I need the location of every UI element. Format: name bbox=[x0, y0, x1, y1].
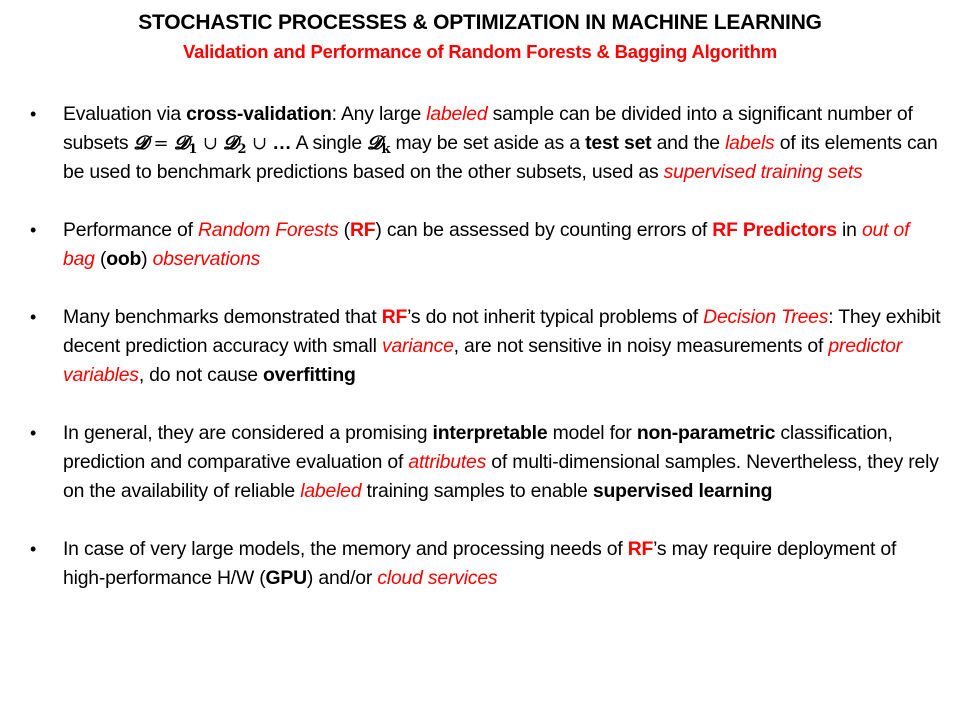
text-run: Many benchmarks demonstrated that bbox=[63, 306, 382, 328]
math-subscript: 2 bbox=[237, 142, 247, 157]
text-run: labels bbox=[725, 132, 775, 154]
bullet-item bbox=[30, 100, 942, 187]
text-run: , do not cause bbox=[138, 364, 264, 386]
text-run: of multi-dimensional samples. Nevertheless, they rely on the availability of reliable bbox=[63, 451, 939, 502]
slide-subtitle: Validation and Performance of Random Forests & Bagging Algorithm bbox=[183, 41, 777, 62]
text-run: ) and/or bbox=[306, 567, 378, 589]
text-run: ( bbox=[338, 219, 350, 241]
text-run: GPU bbox=[265, 567, 307, 589]
text-run: : Any large bbox=[331, 103, 427, 125]
text-run: In general, they are considered a promising bbox=[63, 422, 433, 444]
bullet-dot: • bbox=[30, 307, 37, 327]
text-run: model for bbox=[547, 422, 637, 444]
text-run: attributes bbox=[408, 451, 487, 473]
bullet-dot: • bbox=[30, 539, 37, 559]
text-run: A single bbox=[291, 132, 368, 154]
math-subscript: k bbox=[381, 142, 391, 157]
text-run: observations bbox=[152, 248, 261, 270]
text-run: ∪ bbox=[197, 133, 224, 154]
text-run: may be set aside as a bbox=[390, 132, 586, 154]
text-run: training samples to enable bbox=[361, 480, 593, 502]
text-run: oob bbox=[106, 248, 142, 270]
text-run: , are not sensitive in noisy measurements of bbox=[453, 335, 829, 357]
text-run: cross-validation bbox=[186, 103, 332, 125]
text-run: Decision Trees bbox=[703, 306, 829, 328]
text-run: non-parametric bbox=[636, 422, 776, 444]
text-run: ( bbox=[94, 248, 107, 270]
text-run: test set bbox=[585, 132, 652, 154]
math-symbol: 𝓓$_1$ bbox=[173, 132, 198, 157]
text-run: ’s may require deployment of high-performance H/W ( bbox=[63, 538, 897, 589]
bullet-item bbox=[30, 216, 942, 274]
text-run: predictor variables bbox=[63, 335, 903, 386]
math-subscript: 1 bbox=[188, 142, 198, 157]
text-run: ’s do not inherit typical problems of bbox=[407, 306, 704, 328]
text-run: supervised training sets bbox=[663, 161, 863, 183]
text-run: interpretable bbox=[432, 422, 548, 444]
bullet-dot: • bbox=[30, 220, 37, 240]
text-run: out of bag bbox=[63, 219, 910, 270]
text-run: = bbox=[148, 133, 174, 154]
text-run: overfitting bbox=[263, 364, 356, 386]
math-symbol: 𝓓$_k$ bbox=[367, 132, 391, 157]
text-run: Random Forests bbox=[197, 219, 339, 241]
math-symbol: 𝓓 bbox=[133, 132, 148, 154]
text-run: labeled bbox=[426, 103, 488, 125]
text-run: supervised learning bbox=[592, 480, 773, 502]
text-run: sample can be divided into a significant number of subsets bbox=[63, 103, 913, 154]
text-run: ) can be assessed by counting errors of bbox=[375, 219, 713, 241]
text-run: … bbox=[272, 132, 292, 154]
text-run: Evaluation via bbox=[63, 103, 187, 125]
bullet-dot: • bbox=[30, 104, 37, 124]
text-run: cloud services bbox=[377, 567, 498, 589]
bullet-item bbox=[30, 535, 942, 593]
text-run: ) bbox=[141, 248, 153, 270]
text-run: labeled bbox=[300, 480, 362, 502]
text-run: in bbox=[836, 219, 862, 241]
text-run: of its elements can be used to benchmark predictions based on the other subsets, used as bbox=[63, 132, 938, 183]
text-run: RF bbox=[381, 306, 408, 328]
text-run: RF bbox=[627, 538, 654, 560]
slide-title: STOCHASTIC PROCESSES & OPTIMIZATION IN MACHINE LEARNING bbox=[138, 11, 822, 34]
text-run: RF bbox=[349, 219, 376, 241]
text-run: ∪ bbox=[246, 133, 273, 154]
text-run: and the bbox=[651, 132, 726, 154]
math-symbol: 𝓓$_2$ bbox=[223, 132, 247, 157]
bullet-list bbox=[30, 100, 942, 622]
bullet-dot: • bbox=[30, 423, 37, 443]
text-run: Performance of bbox=[63, 219, 198, 241]
text-run: classification, prediction and comparative evaluation of bbox=[63, 422, 893, 473]
text-run: In case of very large models, the memory and processing needs of bbox=[63, 538, 628, 560]
bullet-item bbox=[30, 419, 942, 506]
bullet-item bbox=[30, 303, 942, 390]
text-run: RF Predictors bbox=[712, 219, 837, 241]
text-run: variance bbox=[381, 335, 454, 357]
text-run: : They exhibit decent prediction accuracy with small bbox=[63, 306, 941, 357]
